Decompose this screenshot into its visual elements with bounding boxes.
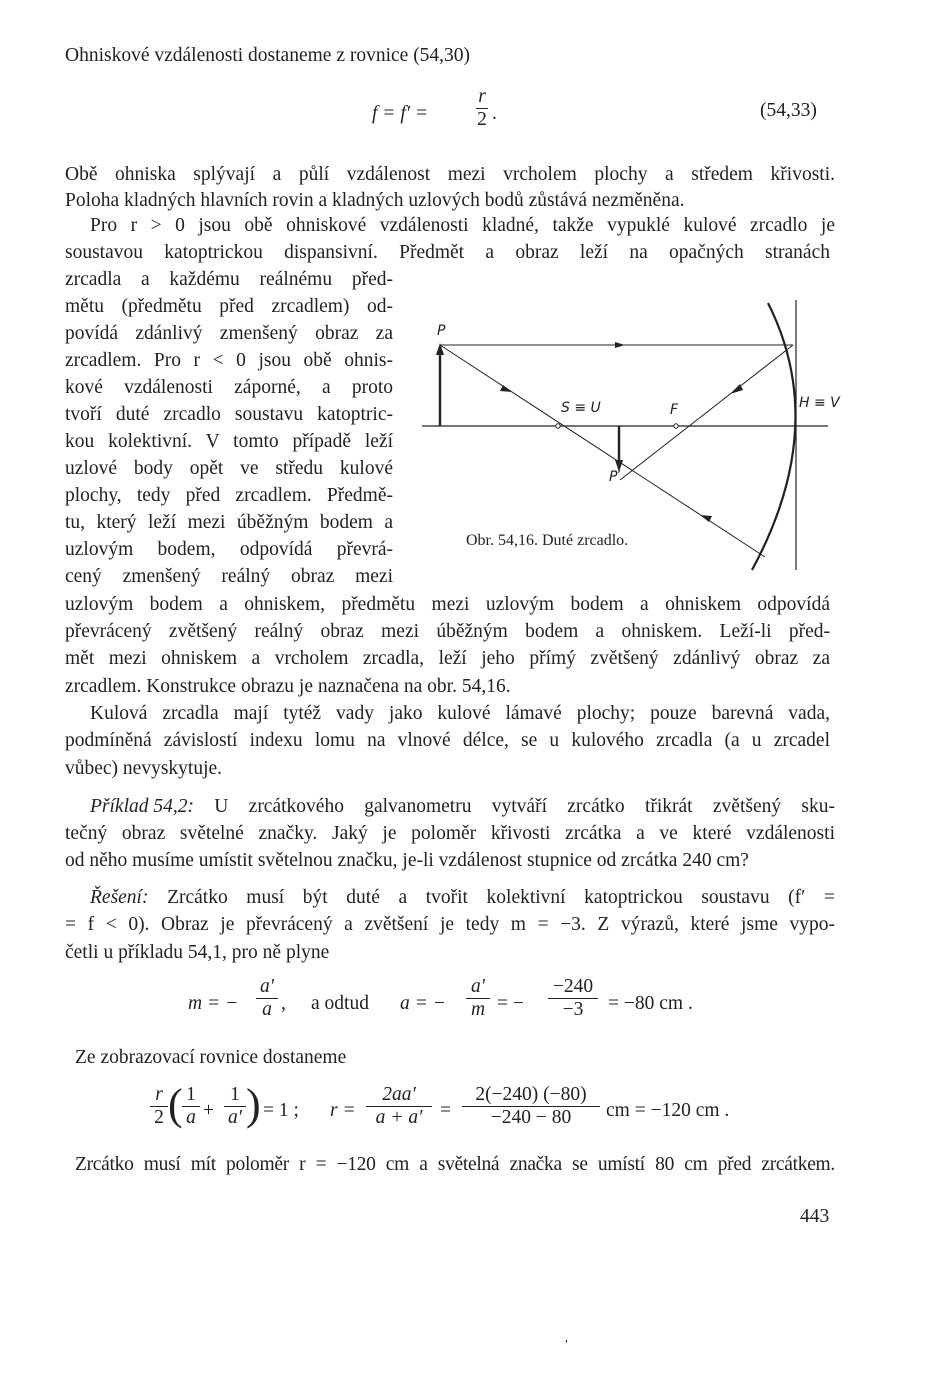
- narrow-line: kové vzdálenosti záporné, a proto: [65, 377, 393, 398]
- solution-text-1: Zrcátko musí být duté a tvořit kolektivní katoptrickou soustavu (f′ =: [148, 887, 835, 908]
- eq3-c-den: a + a′: [375, 1107, 423, 1128]
- narrow-line: tvoří duté zrcadlo soustavu katoptric-: [65, 404, 393, 425]
- eq3-a-den: a: [186, 1107, 196, 1128]
- para1-line-2: Poloha kladných hlavních rovin a kladných uzlových bodů zůstává nezměněna.: [65, 190, 685, 211]
- eq3-c-num: 2aa′: [382, 1084, 416, 1105]
- eq-54-33-lhs: f = f′ =: [372, 103, 429, 124]
- narrow-line: tu, který leží mezi úběžným bodem a: [65, 512, 393, 533]
- label-p: P: [437, 323, 446, 339]
- narrow-line: uzlovým bodem, odpovídá převrá-: [65, 539, 393, 560]
- example-text-1: U zrcátkového galvanometru vytváří zrcátko třikrát zvětšený sku-: [193, 796, 835, 817]
- para2-rest-line-3: mět mezi ohniskem a vrcholem zrcadla, leží jeho přímý zvětšený zdánlivý obraz za: [65, 648, 830, 669]
- solution-label: Řešení:: [90, 887, 149, 908]
- eq2-eq-minus: = −: [497, 993, 524, 1014]
- narrow-line: cený zmenšený reálný obraz mezi: [65, 566, 393, 587]
- eq2-frac-2-den: m: [470, 999, 486, 1020]
- narrow-line: plochy, tedy před zrcadlem. Předmě-: [65, 485, 393, 506]
- solution-line-1: [90, 886, 835, 910]
- eq3-right-paren: ): [246, 1080, 261, 1129]
- para2-line-2: soustavou katoptrickou dispansivní. Předmět a obraz leží na opačných stranách: [65, 242, 830, 263]
- eq2-frac-2: [466, 976, 490, 1021]
- narrow-line: uzlové body opět ve středu kulové: [65, 458, 393, 479]
- intro-line: Ohniskové vzdálenosti dostaneme z rovnice (54,30): [65, 45, 471, 66]
- eq3-r-eq: r =: [330, 1100, 356, 1121]
- eq2-odtud: a odtud: [311, 993, 369, 1014]
- para2-rest-line-2: převrácený zvětšený reálný obraz mezi úběžným bodem a ohniskem. Leží-li před-: [65, 621, 830, 642]
- eq3-frac-d: [462, 1084, 600, 1129]
- eq3-r-num: r: [155, 1084, 163, 1105]
- eq3-a-num: 1: [186, 1084, 196, 1105]
- para2-rest-line-1: uzlovým bodem a ohniskem, předmětu mezi uzlovým bodem a ohniskem odpovídá: [65, 594, 830, 615]
- page-number: 443: [800, 1206, 830, 1227]
- para3-line-2: podmíněná závislostí indexu lomu na vlnové délce, se u kulového zrcadla (a u zrcadel: [65, 730, 830, 751]
- mirror-arc: [752, 303, 795, 570]
- eq3-eq: =: [440, 1100, 451, 1121]
- focus-point: [674, 424, 678, 428]
- para2-line-1: Pro r > 0 jsou obě ohniskové vzdálenosti kladné, takže vypuklé kulové zrcadlo je: [90, 215, 835, 236]
- eq2-frac-1-num: a′: [259, 976, 274, 997]
- eq-54-33-num: r: [478, 86, 486, 107]
- eq2-a-lhs: a = −: [400, 993, 446, 1014]
- narrow-line: zrcadlem. Pro r < 0 jsou obě ohnis-: [65, 350, 393, 371]
- eq2-frac-1-den: a: [262, 999, 272, 1020]
- conclusion-line: Zrcátko musí mít poloměr r = −120 cm a světelná značka se umístí 80 cm před zrcátkem.: [75, 1154, 835, 1175]
- eq2-m-lhs: m = −: [188, 993, 239, 1014]
- eq3-left-paren: (: [168, 1080, 183, 1129]
- label-f: F: [670, 402, 679, 418]
- eq3-frac-b: [224, 1084, 246, 1129]
- figure-caption: Obr. 54,16. Duté zrcadlo.: [466, 532, 629, 549]
- label-s-u: S ≡ U: [561, 400, 601, 416]
- eq2-frac-2-num: a′: [470, 976, 485, 997]
- narrow-line: povídá zdánlivý zmenšený obraz za: [65, 323, 393, 344]
- narrow-line: zrcadla a každému reálnému před-: [65, 269, 393, 290]
- eq3-plus: +: [203, 1100, 214, 1121]
- para3-line-1: Kulová zrcadla mají tytéž vady jako kulové lámavé plochy; pouze barevná vada,: [90, 703, 830, 724]
- eq3-frac-c: [366, 1084, 432, 1129]
- eq-54-33-tail: .: [492, 103, 497, 124]
- eq3-result: cm = −120 cm .: [606, 1100, 730, 1121]
- example-label: Příklad 54,2:: [90, 796, 194, 817]
- eq2-frac-1: [256, 976, 278, 1021]
- eq3-r-half: [150, 1084, 168, 1129]
- para1-line-1: Obě ohniska splývají a půlí vzdálenost mezi vrcholem plochy a středem křivosti.: [65, 164, 835, 185]
- label-h-v: H ≡ V: [799, 395, 840, 411]
- para2-rest-line-4: zrcadlem. Konstrukce obrazu je naznačena na obr. 54,16.: [65, 676, 511, 697]
- eq3-b-num: 1: [230, 1084, 240, 1105]
- eq-54-33-number: (54,33): [760, 100, 817, 121]
- example-line-2: tečný obraz světelné značky. Jaký je poloměr křivosti zrcátka a ve které vzdálenosti: [65, 823, 835, 844]
- eq-54-33-fraction: [474, 86, 490, 131]
- example-line-1: [90, 795, 835, 819]
- ze-line: Ze zobrazovací rovnice dostaneme: [75, 1047, 347, 1068]
- center-point: [556, 424, 560, 428]
- example-line-3: od něho musíme umístit světelnou značku, je-li vzdálenost stupnice od zrcátka 240 cm?: [65, 850, 749, 871]
- eq-54-33-den: 2: [477, 109, 487, 130]
- para3-line-3: vůbec) nevyskytuje.: [65, 758, 223, 779]
- eq2-frac-3: [548, 976, 598, 1021]
- ray-through-center: [440, 345, 765, 557]
- eq3-b-den: a′: [227, 1107, 242, 1128]
- eq3-frac-a: [182, 1084, 200, 1129]
- eq3-eq-one: = 1 ;: [263, 1100, 299, 1121]
- solution-line-2: = f < 0). Obraz je převrácený a zvětšení je tedy m = −3. Z výrazů, které jsme vypo-: [65, 914, 835, 935]
- ray-through-focus: [620, 345, 793, 480]
- eq3-r-den: 2: [154, 1107, 164, 1128]
- eq2-result: = −80 cm .: [608, 993, 693, 1014]
- label-p-prime: P′: [609, 469, 621, 485]
- stray-mark: ′: [565, 1338, 569, 1353]
- eq2-comma: ,: [281, 993, 286, 1014]
- narrow-line: mětu (předmětu před zrcadlem) od-: [65, 296, 393, 317]
- eq2-frac-3-num: −240: [552, 976, 594, 997]
- solution-line-3: četli u příkladu 54,1, pro ně plyne: [65, 942, 330, 963]
- narrow-line: kou kolektivní. V tomto případě leží: [65, 431, 393, 452]
- eq3-d-num: 2(−240) (−80): [475, 1084, 587, 1105]
- eq3-d-den: −240 − 80: [490, 1107, 572, 1128]
- eq2-frac-3-den: −3: [562, 999, 584, 1020]
